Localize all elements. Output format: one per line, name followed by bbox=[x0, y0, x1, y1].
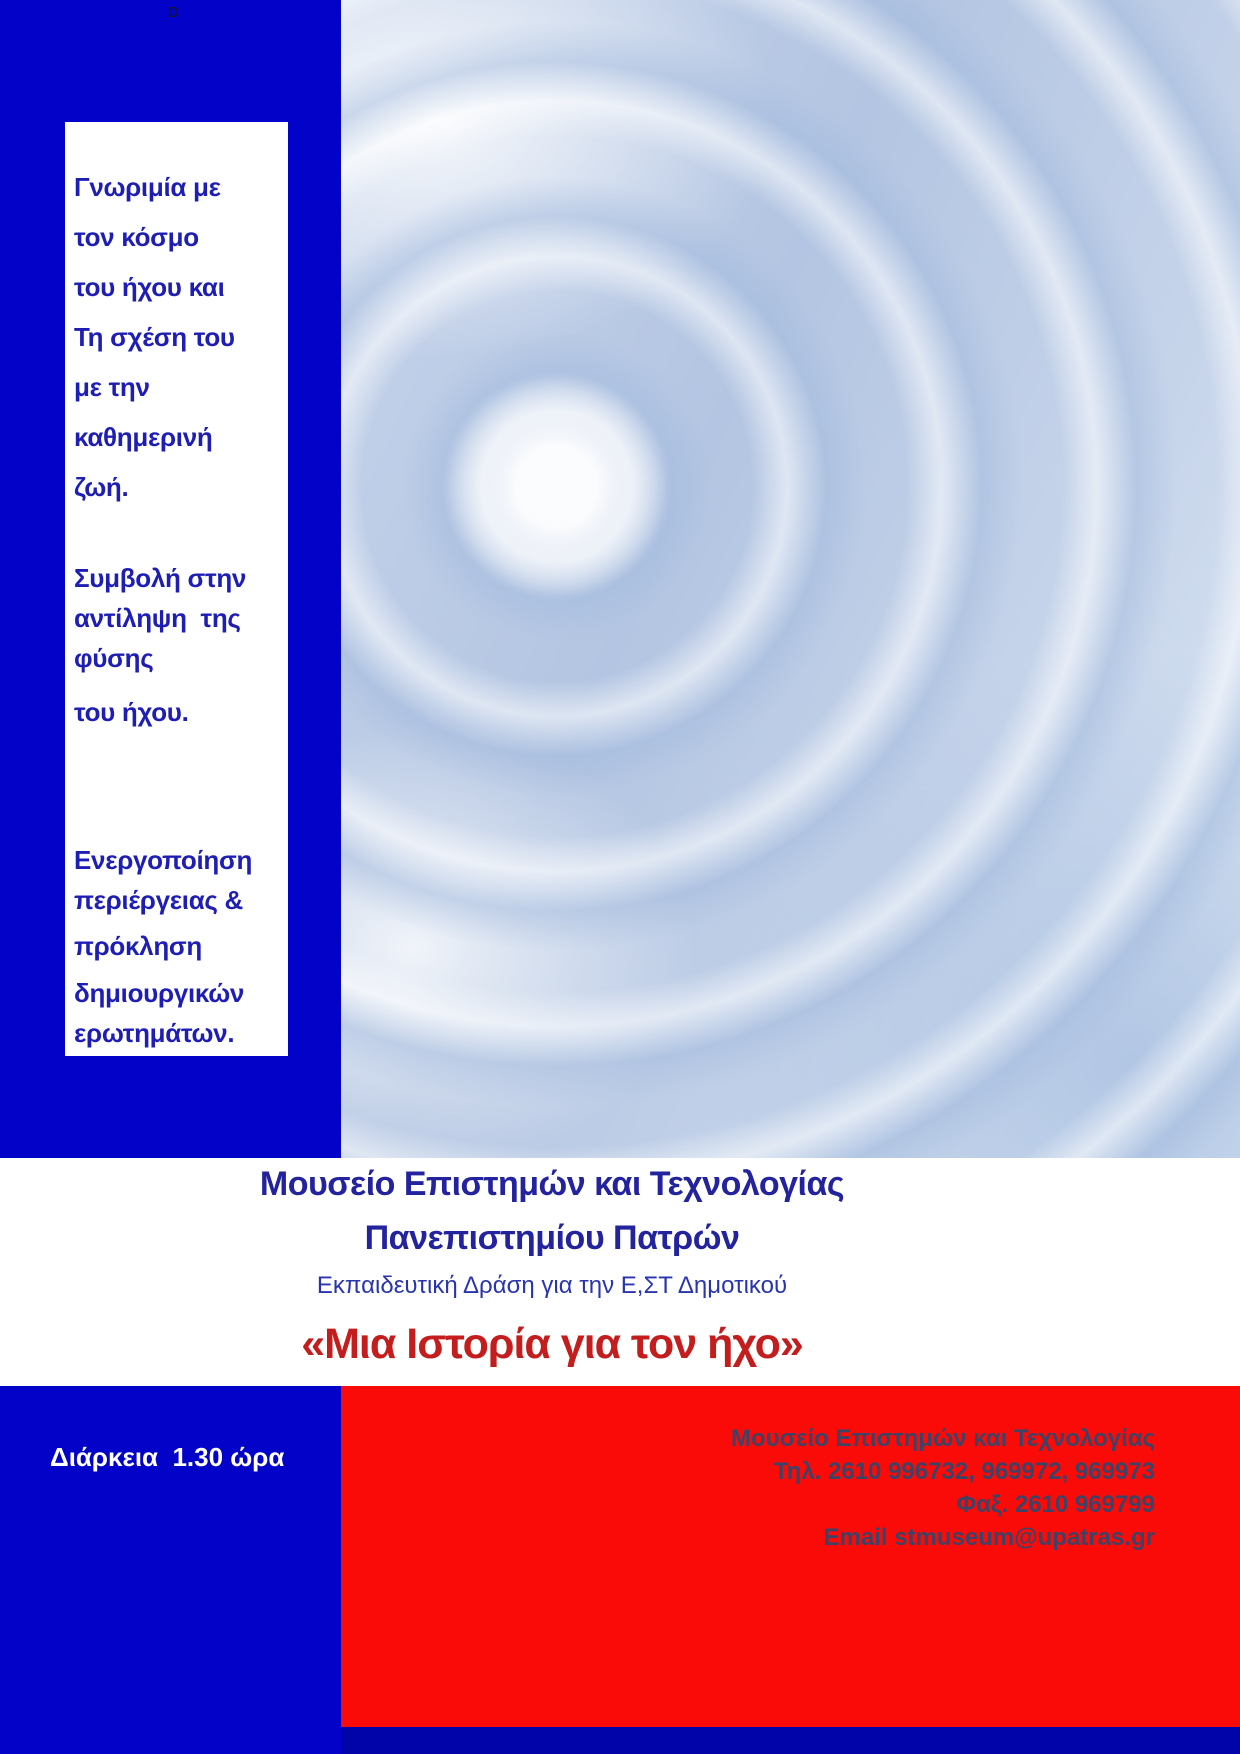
contact-panel bbox=[341, 1386, 1240, 1754]
contact-block bbox=[341, 1386, 1240, 1727]
bottom-navy-strip bbox=[341, 1727, 1240, 1754]
text-line: Ενεργοποίηση bbox=[74, 845, 253, 875]
footer-section bbox=[0, 1386, 1240, 1754]
water-ripple-image bbox=[341, 0, 1240, 1158]
text-line: πρόκληση bbox=[74, 931, 202, 961]
text-line: Email stmuseum@upatras.gr bbox=[823, 1524, 1155, 1551]
duration-panel bbox=[0, 1386, 341, 1754]
event-title: «Μια Ιστορία για τον ήχο» bbox=[301, 1320, 803, 1368]
text-line: Γνωριμία με bbox=[74, 172, 221, 202]
text-line: Φαξ. 2610 969799 bbox=[956, 1491, 1155, 1518]
text-line: τον κόσμο bbox=[74, 222, 199, 252]
intro-text-box bbox=[65, 122, 288, 1056]
intro-paragraph-5 bbox=[74, 926, 286, 966]
text-line: Συμβολή στην bbox=[74, 563, 247, 593]
intro-paragraph-3 bbox=[74, 692, 286, 732]
text-line: ερωτημάτων. bbox=[74, 1018, 235, 1048]
text-line: ζωή. bbox=[74, 472, 129, 502]
intro-paragraph-6 bbox=[74, 973, 286, 1013]
duration-text: Διάρκεια 1.30 ώρα bbox=[50, 1442, 285, 1472]
intro-paragraph-1 bbox=[74, 162, 286, 512]
text-line: φύσης bbox=[74, 643, 154, 673]
text-line: Τηλ. 2610 996732, 969972, 969973 bbox=[773, 1458, 1155, 1485]
left-blue-band bbox=[0, 0, 341, 1158]
text-line: του ήχου. bbox=[74, 697, 189, 727]
text-line: Τη σχέση του bbox=[74, 322, 235, 352]
museum-title-line1: Μουσείο Επιστημών και Τεχνολογίας bbox=[259, 1165, 845, 1203]
museum-title-line2: Πανεπιστημίου Πατρών bbox=[364, 1219, 740, 1257]
text-line: αντίληψη της bbox=[74, 603, 241, 633]
stray-character: D bbox=[168, 4, 179, 21]
text-line: με την bbox=[74, 372, 150, 402]
middle-section bbox=[0, 1158, 1240, 1386]
intro-paragraph-2 bbox=[74, 558, 286, 678]
intro-paragraph-7 bbox=[74, 1013, 286, 1053]
text-line: καθημερινή bbox=[74, 422, 213, 452]
text-line: περιέργειας & bbox=[74, 885, 243, 915]
text-line: Μουσείο Επιστημών και Τεχνολογίας bbox=[731, 1425, 1155, 1452]
text-line: δημιουργικών bbox=[74, 978, 245, 1008]
middle-text-block bbox=[0, 1158, 1104, 1370]
text-line: του ήχου και bbox=[74, 272, 225, 302]
activity-subtitle: Εκπαιδευτική Δράση για την Ε,ΣΤ Δημοτικού bbox=[316, 1272, 788, 1299]
intro-paragraph-4 bbox=[74, 840, 286, 920]
